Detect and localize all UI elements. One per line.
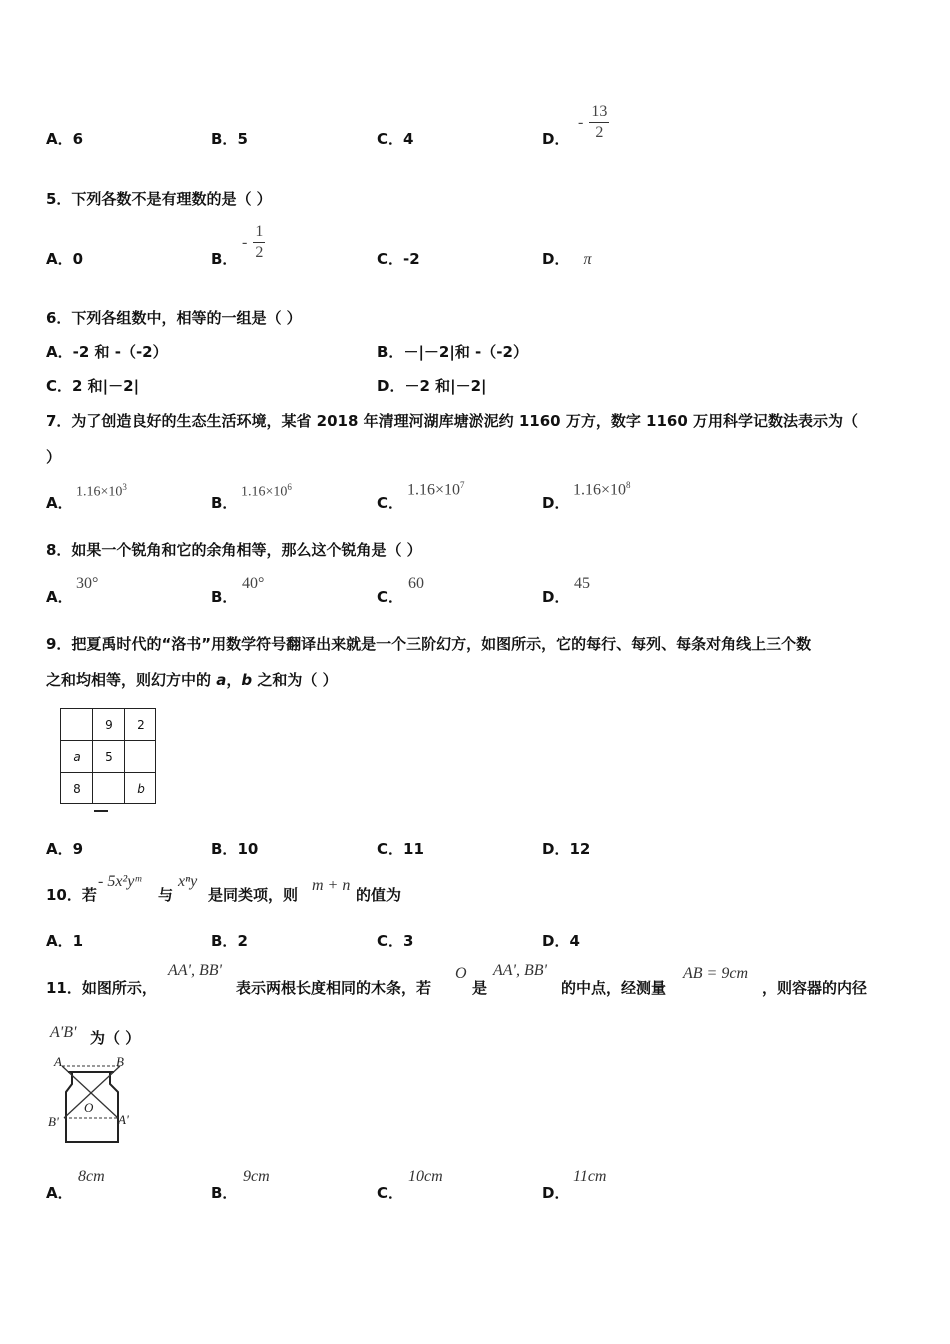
q7-option-b-value: $1.16\times 10^6$: [241, 482, 292, 500]
q6-option-a: A．-2 和 -（-2）: [46, 343, 168, 361]
q11-expr1: AA', BB': [168, 962, 222, 979]
q7-option-b-label: B．: [211, 494, 238, 512]
q11-text4: ，则容器的内径: [762, 979, 868, 997]
q4-option-d-value: - $\frac{13}{2}$: [578, 103, 608, 141]
label-a-prime: A': [118, 1112, 129, 1127]
q6-option-c: C．2 和|－2|: [46, 377, 140, 395]
q7-option-c-label: C．: [377, 494, 404, 512]
q11-expr3: AA', BB': [493, 962, 547, 979]
q11-option-b-label: B．: [211, 1184, 238, 1202]
q5-option-b-value: - $\frac{1}{2}$: [242, 223, 264, 261]
magic-cell-r1c2: 9: [105, 718, 113, 732]
q10-text3: 的值为: [356, 886, 402, 904]
q10-option-d: D．4: [542, 932, 580, 950]
q7-option-c-value: $1.16\times 10^7$: [407, 480, 465, 499]
q11-text2: 是: [472, 979, 488, 997]
q9-stem-line2: 之和均相等，则幻方中的 a，b 之和为（ ）: [46, 671, 338, 689]
label-b-prime: B': [48, 1114, 59, 1129]
magic-cell-r3c3: b: [137, 782, 145, 796]
q10-option-c: C．3: [377, 932, 414, 950]
q11-text5: 为（ ）: [90, 1029, 141, 1047]
q11-number: 11．如图所示，: [46, 979, 157, 997]
magic-cell-r3c1: 8: [73, 782, 81, 796]
grid-mark: [94, 810, 108, 812]
q9-option-c: C．11: [377, 840, 424, 858]
q5-option-c: C．-2: [377, 250, 420, 268]
jar-figure: [46, 1052, 136, 1150]
q10-option-b: B．2: [211, 932, 248, 950]
q6-stem: 6．下列各组数中，相等的一组是（ ）: [46, 309, 302, 327]
label-o: O: [84, 1100, 94, 1115]
q8-option-a-value: 30°: [76, 575, 99, 592]
q10-expr2: xⁿy: [178, 873, 198, 890]
q7-option-a-value: $1.16\times 10^3$: [76, 482, 127, 500]
q9-stem-line1: 9．把夏禹时代的“洛书”用数学符号翻译出来就是一个三阶幻方，如图所示，它的每行、每列、每条对角线上三个数: [46, 635, 812, 653]
q10-mid: 与: [158, 886, 174, 904]
q10-option-a: A．1: [46, 932, 84, 950]
q11-text1: 表示两根长度相同的木条，若: [236, 979, 432, 997]
q11-option-a-value: 8cm: [78, 1168, 105, 1185]
q11-expr2: O: [455, 965, 467, 982]
q8-option-c-label: C．: [377, 588, 404, 606]
q7-stem-line1: 7．为了创造良好的生态生活环境，某省 2018 年清理河湖库塘淤泥约 1160 万方，数字 1160 万用科学记数法表示为（: [46, 412, 859, 430]
q10-expr1: - 5x²yᵐ: [98, 873, 141, 890]
q4-option-b: B．5: [211, 130, 248, 148]
q8-option-d-value: 45: [574, 575, 590, 592]
q5-option-b-label: B．: [211, 250, 238, 268]
magic-cell-r1c3: 2: [137, 718, 145, 732]
q11-expr5: A'B': [50, 1024, 77, 1041]
label-b: B: [116, 1054, 124, 1069]
q5-option-a: A．0: [46, 250, 84, 268]
q5-stem: 5．下列各数不是有理数的是（ ）: [46, 190, 272, 208]
q6-option-b: B．－|－2|和 -（-2）: [377, 343, 528, 361]
q8-option-c-value: 60: [408, 575, 424, 592]
q6-option-d: D．－2 和|－2|: [377, 377, 487, 395]
magic-square: [60, 708, 156, 804]
q8-option-b-label: B．: [211, 588, 238, 606]
q5-option-d: D． π: [542, 250, 592, 268]
q11-text3: 的中点，经测量: [561, 979, 667, 997]
magic-cell-r2c1: a: [73, 750, 81, 764]
q11-option-b-value: 9cm: [243, 1168, 270, 1185]
q11-option-a-label: A．: [46, 1184, 73, 1202]
q10-text2: 是同类项，则: [208, 886, 299, 904]
q10-expr3: m + n: [312, 877, 351, 894]
q4-option-c: C．4: [377, 130, 414, 148]
q7-stem-line2: ）: [46, 448, 62, 466]
q7-option-d-label: D．: [542, 494, 570, 512]
q7-option-d-value: $1.16\times 10^8$: [573, 480, 631, 499]
q11-option-d-value: 11cm: [573, 1168, 607, 1185]
q8-option-b-value: 40°: [242, 575, 265, 592]
q11-option-c-value: 10cm: [408, 1168, 443, 1185]
q7-option-a-label: A．: [46, 494, 73, 512]
q9-option-a: A．9: [46, 840, 84, 858]
q8-option-d-label: D．: [542, 588, 570, 606]
label-a: A: [54, 1054, 62, 1069]
q10-number: 10．若: [46, 886, 97, 904]
q11-option-d-label: D．: [542, 1184, 570, 1202]
q9-option-d: D．12: [542, 840, 591, 858]
q11-option-c-label: C．: [377, 1184, 404, 1202]
q4-option-a: A．6: [46, 130, 84, 148]
q8-option-a-label: A．: [46, 588, 73, 606]
magic-cell-r2c2: 5: [105, 750, 113, 764]
q9-option-b: B．10: [211, 840, 259, 858]
q4-option-d-label: D．: [542, 130, 570, 148]
q8-stem: 8．如果一个锐角和它的余角相等，那么这个锐角是（ ）: [46, 541, 422, 559]
q11-expr4: AB = 9cm: [683, 965, 748, 982]
